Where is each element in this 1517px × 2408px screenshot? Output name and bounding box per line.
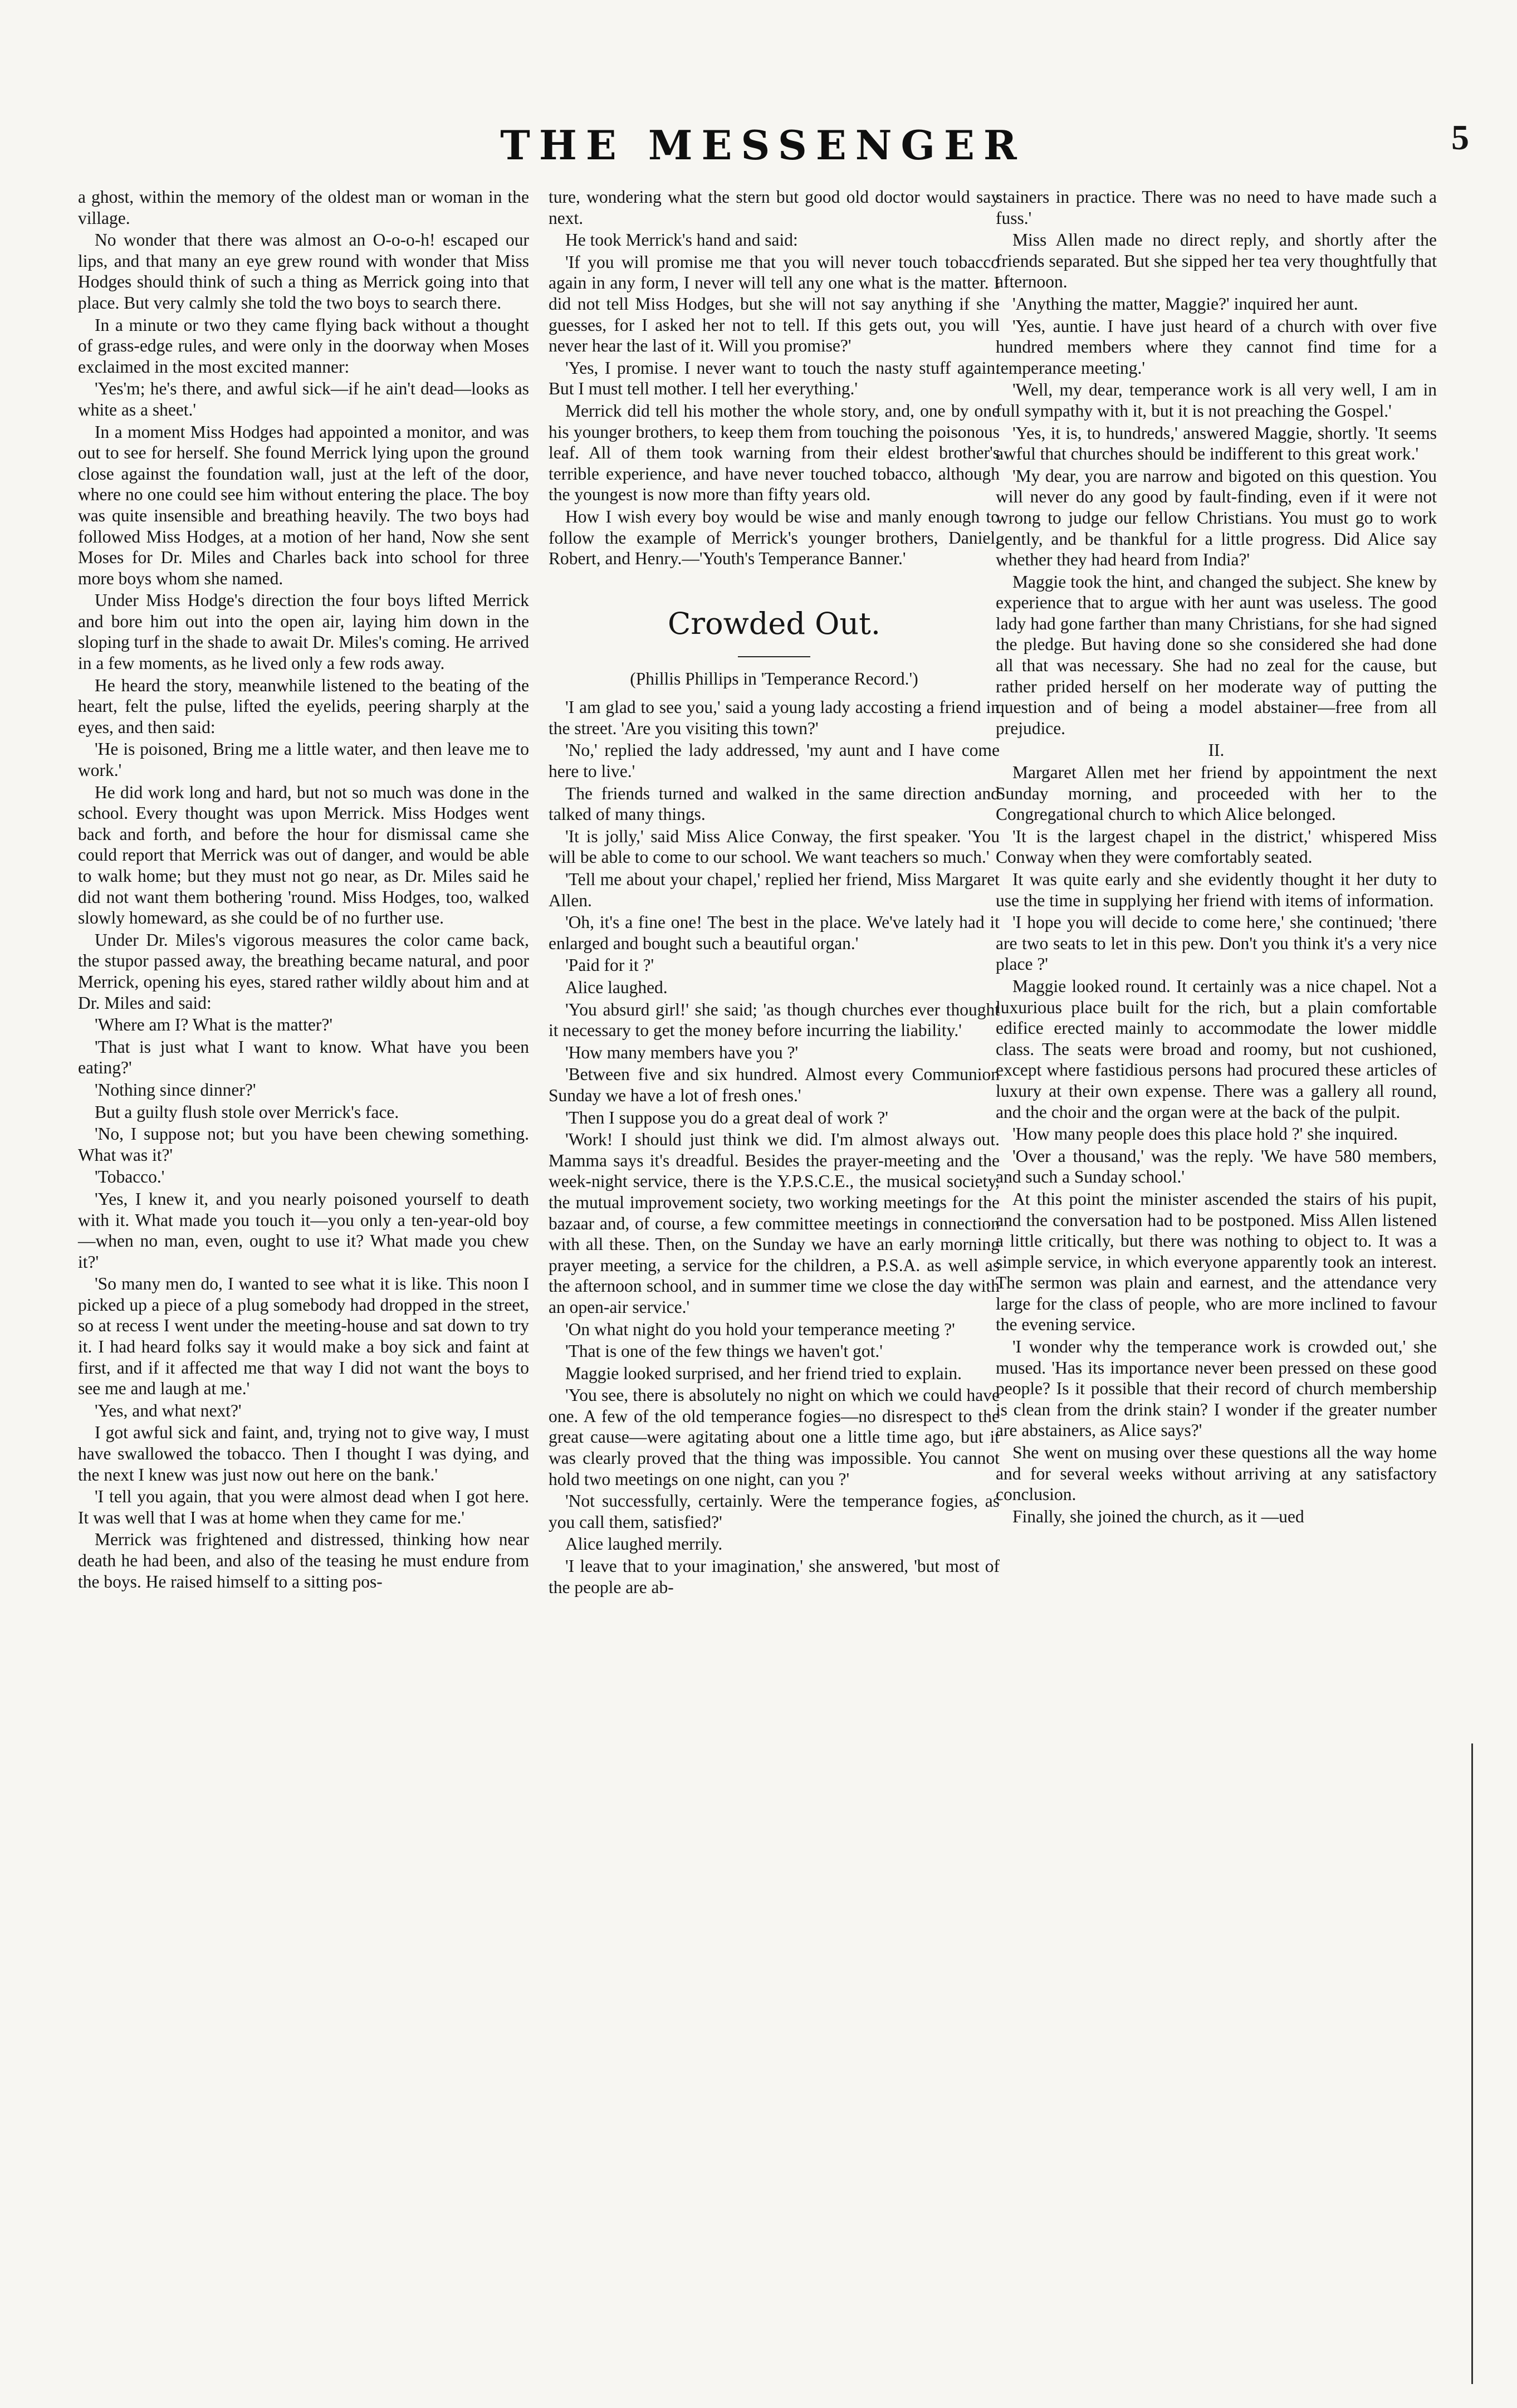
paragraph: 'Yes'm; he's there, and awful sick—if he ain't dead—looks as white as a sheet.' xyxy=(78,379,529,419)
paragraph: 'He is poisoned, Bring me a little water, and then leave me to work.' xyxy=(78,739,529,780)
paragraph: 'Tell me about your chapel,' replied her friend, Miss Margaret Allen. xyxy=(549,870,1000,910)
paragraph: 'That is just what I want to know. What have you been eating?' xyxy=(78,1037,529,1078)
paragraph: In a minute or two they came flying back without a thought of grass-edge rules, and were only in the doorway when Moses exclaimed in the most excited manner: xyxy=(78,315,529,377)
paragraph: Under Miss Hodge's direction the four boys lifted Merrick and bore him out into the open air, laying him down in the sloping turf in the shade to await Dr. Miles's coming. He arrived in a few moments, as he lived only a few rods away. xyxy=(78,590,529,673)
paragraph: 'No,' replied the lady addressed, 'my aunt and I have come here to live.' xyxy=(549,740,1000,781)
paragraph: Under Dr. Miles's vigorous measures the color came back, the stupor passed away, the breathing became natural, and poor Merrick, opening his eyes, stared rather wildly about him and at Dr. Miles and said: xyxy=(78,930,529,1013)
paragraph: Alice laughed merrily. xyxy=(565,1534,723,1554)
paragraph: 'It is jolly,' said Miss Alice Conway, the first speaker. 'You will be able to come to our school. We want teachers so much.' xyxy=(549,826,1000,867)
paragraph: 'Tobacco.' xyxy=(95,1167,165,1187)
paragraph: Merrick was frightened and distressed, thinking how near death he had been, and also of the teasing he must endure from the boys. He raised himself to a sitting pos- xyxy=(78,1530,529,1591)
paragraph: But a guilty flush stole over Merrick's face. xyxy=(95,1102,399,1122)
paragraph: Maggie took the hint, and changed the subject. She knew by experience that to argue with her aunt was useless. The good lady had gone farther than many Christians, for she had signed the pledge. But having done so she considered she had done all that was necessary. She had no zeal for the cause, but rather prided herself on her moderate way of putting the question and of being a model abstainer—free from all prejudice. xyxy=(996,572,1437,738)
paragraph: 'On what night do you hold your temperance meeting ?' xyxy=(565,1319,955,1339)
paragraph: 'If you will promise me that you will never touch tobacco again in any form, I never will tell any one what is the matter. I did not tell Miss Hodges, but she will not say anything if she guesses, for I asked her not to tell. If this gets out, you will never hear the last of it. Will you promise?' xyxy=(549,252,1000,356)
paragraph: Finally, she joined the church, as it —ued xyxy=(1012,1506,1304,1526)
paragraph: 'Not successfully, certainly. Were the temperance fogies, as you call them, satisfied?' xyxy=(549,1491,1000,1532)
paragraph: 'I leave that to your imagination,' she answered, 'but most of the people are ab- xyxy=(549,1556,1000,1597)
paragraph: In a moment Miss Hodges had appointed a monitor, and was out to see for herself. She found Merrick lying upon the ground close against the foundation wall, just at the left of the door, where no one could see him without entering the place. The boy was quite insensible and breathing heavily. The two boys had followed Miss Hodges, at a motion of her hand, Now she sent Moses for Dr. Miles and Charles back into school for three more boys whom she named. xyxy=(78,422,529,588)
title-divider xyxy=(738,656,810,657)
paragraph: Miss Allen made no direct reply, and shortly after the friends separated. But she sipped her tea very thoughtfully that afternoon. xyxy=(996,230,1437,292)
paragraph: 'Paid for it ?' xyxy=(565,955,654,975)
paragraph: The friends turned and walked in the same direction and talked of many things. xyxy=(549,783,1000,824)
paragraph: 'You see, there is absolutely no night on which we could have one. A few of the old temperance fogies—no disrespect to the great cause—were agitating about one a little time ago, but it was clearly proved that the thing was impossible. You cannot hold two meetings on one night, can you ?' xyxy=(549,1385,1000,1489)
paragraph: He took Merrick's hand and said: xyxy=(565,230,798,250)
column-1 xyxy=(78,187,529,1593)
paragraph: 'It is the largest chapel in the district,' whispered Miss Conway when they were comfortably seated. xyxy=(996,826,1437,867)
paragraph: 'Yes, it is, to hundreds,' answered Maggie, shortly. 'It seems awful that churches should be indifferent to this great work.' xyxy=(996,423,1437,464)
paragraph: 'I wonder why the temperance work is crowded out,' she mused. 'Has its importance never been pressed on these good people? Is it possible that their record of church membership is clean from the drink stain? I wonder if the greater number are abstainers, as Alice says?' xyxy=(996,1337,1437,1440)
paragraph: At this point the minister ascended the stairs of his pupit, and the conversation had to be postponed. Miss Allen listened a little critically, but there was nothing to object to. It was a simple service, in which everyone apparently took an interest. The sermon was plain and earnest, and the attendance very large for the class of people, who are more inclined to favour the evening service. xyxy=(996,1189,1437,1335)
paragraph: 'No, I suppose not; but you have been chewing something. What was it?' xyxy=(78,1124,529,1165)
paragraph: 'Yes, I promise. I never want to touch the nasty stuff again. But I must tell mother. I tell her everything.' xyxy=(549,358,1000,399)
paragraph: Margaret Allen met her friend by appointment the next Sunday morning, and proceeded with her to the Congregational church to which Alice belonged. xyxy=(996,763,1437,824)
paragraph: 'How many members have you ?' xyxy=(565,1042,799,1062)
article-byline: (Phillis Phillips in 'Temperance Record.') xyxy=(630,668,918,688)
paragraph: 'Oh, it's a fine one! The best in the place. We've lately had it enlarged and bought such a beautiful organ.' xyxy=(549,912,1000,953)
paragraph: Alice laughed. xyxy=(565,978,668,997)
paragraph: 'Work! I should just think we did. I'm almost always out. Mamma says it's dreadful. Besides the prayer-meeting and the week-night service, there is the Y.P.S.C.E., the musical society, the mutual improvement society, two working meetings for the bazaar and, of course, a few committee meetings in connection with all these. Then, on the Sunday we have an early morning prayer meeting, a service for the children, a P.S.A. as well as the afternoon school, and in summer time we close the day with an open-air service.' xyxy=(549,1130,1000,1317)
margin-rule xyxy=(1471,1743,1473,2384)
paragraph: 'Yes, auntie. I have just heard of a church with over five hundred members where they cannot find time for a temperance meeting.' xyxy=(996,316,1437,378)
column-3-part-2 xyxy=(996,762,1437,1527)
paragraph: 'I hope you will decide to come here,' she continued; 'there are two seats to let in this pew. Don't you think it's a very nice place ?' xyxy=(996,912,1437,974)
paragraph: It was quite early and she evidently thought it her duty to use the time in supplying her friend with items of information. xyxy=(996,870,1437,910)
paragraph: 'I tell you again, that you were almost dead when I got here. It was well that I was at home when they came for me.' xyxy=(78,1487,529,1527)
paragraph: 'Anything the matter, Maggie?' inquired her aunt. xyxy=(1012,294,1358,314)
paragraph: 'Where am I? What is the matter?' xyxy=(95,1015,333,1035)
paragraph: 'How many people does this place hold ?' she inquired. xyxy=(1012,1124,1398,1144)
page-number: 5 xyxy=(1451,118,1469,157)
paragraph: 'Between five and six hundred. Almost every Communion Sunday we have a lot of fresh ones.' xyxy=(549,1064,1000,1105)
paragraph: 'My dear, you are narrow and bigoted on this question. You will never do any good by fault-finding, even if it were not wrong to judge our fellow Christians. You must go to work gently, and be thankful for a little progress. Did Alice say whether they had heard from India?' xyxy=(996,466,1437,570)
paragraph: I got awful sick and faint, and, trying not to give way, I must have swallowed the tobacco. Then I thought I was dying, and the next I knew was just now out here on the bank.' xyxy=(78,1423,529,1484)
paragraph: Merrick did tell his mother the whole story, and, one by one his younger brothers, to keep them from touching the poisonous leaf. All of them took warning from their eldest brother's terrible experience, and have never touched tobacco, although the youngest is now more than fifty years old. xyxy=(549,400,1000,505)
paragraph: How I wish every boy would be wise and manly enough to follow the example of Merrick's younger brothers, Daniel, Robert, and Henry.—'Youth's Temperance Banner.' xyxy=(549,506,1000,569)
column-2 xyxy=(549,187,1000,1599)
paragraph: 'Yes, and what next?' xyxy=(95,1400,242,1420)
article-title: Crowded Out. xyxy=(667,605,881,641)
paragraph: She went on musing over these questions all the way home and for several weeks without arriving at any satisfactory conclusion. xyxy=(996,1443,1437,1505)
page-header xyxy=(50,117,1476,184)
paragraph: 'I am glad to see you,' said a young lady accosting a friend in the street. 'Are you visiting this town?' xyxy=(549,697,1000,738)
masthead-title: THE MESSENGER xyxy=(500,121,1026,169)
paragraph: No wonder that there was almost an O-o-o-h! escaped our lips, and that many an eye grew round with wonder that Miss Hodges should think of such a thing as Merrick going into that place. But very calmly she told the two boys to search there. xyxy=(78,230,529,312)
column-3-part-1 xyxy=(996,187,1437,739)
paragraph: 'Then I suppose you do a great deal of work ?' xyxy=(565,1107,888,1127)
paragraph: 'You absurd girl!' she said; 'as though churches ever thought it necessary to get the money before incurring the liability.' xyxy=(549,999,1000,1041)
paragraph: 'That is one of the few things we haven't got.' xyxy=(565,1341,883,1361)
paragraph: ture, wondering what the stern but good old doctor would say next. xyxy=(549,187,1000,228)
section-heading: II. xyxy=(1208,740,1225,760)
paragraph: He heard the story, meanwhile listened to the beating of the heart, felt the pulse, lifted the eyelids, peering sharply at the eyes, and then said: xyxy=(78,675,529,737)
column-2-article xyxy=(549,697,1000,1598)
paragraph: 'Over a thousand,' was the reply. 'We have 580 members, and such a Sunday school.' xyxy=(996,1146,1437,1187)
paragraph: 'Well, my dear, temperance work is all very well, I am in full sympathy with it, but it is not preaching the Gospel.' xyxy=(996,380,1437,421)
column-3 xyxy=(996,187,1437,1528)
paragraph: 'Nothing since dinner?' xyxy=(95,1080,256,1100)
paragraph: 'So many men do, I wanted to see what it is like. This noon I picked up a piece of a plug somebody had dropped in the street, so at recess I went under the meeting-house and sat down to try it. I had heard folks say it would make a boy sick and faint at first, and if it affected me that way I did not want the boys to see me and laugh at me.' xyxy=(78,1274,529,1399)
paragraph: He did work long and hard, but not so much was done in the school. Every thought was upon Merrick. Miss Hodges went back and forth, and before the hour for dismissal came she could report that Merrick was out of danger, and would be able to walk home; but they must not go near, as Dr. Miles said he did not want them bothering 'round. Miss Hodges, too, walked slowly homeward, as she could be of no further use. xyxy=(78,782,529,928)
paragraph: stainers in practice. There was no need to have made such a fuss.' xyxy=(996,187,1437,228)
paragraph: Maggie looked round. It certainly was a nice chapel. Not a luxurious place built for the rich, but a plain comfortable edifice erected mainly to accommodate the lower middle class. The seats were broad and roomy, but not cushioned, except where fastidious persons had procured these articles of luxury at their own expense. There was a gallery all round, and the choir and the organ were at the back of the pulpit. xyxy=(996,976,1437,1122)
paragraph: Maggie looked surprised, and her friend tried to explain. xyxy=(565,1363,962,1383)
paragraph: a ghost, within the memory of the oldest man or woman in the village. xyxy=(78,187,529,228)
paragraph: 'Yes, I knew it, and you nearly poisoned yourself to death with it. What made you touch it—you only a ten-year-old boy—when no man, even, ought to use it? What made you chew it?' xyxy=(78,1189,529,1272)
column-2-story-end xyxy=(549,187,1000,569)
